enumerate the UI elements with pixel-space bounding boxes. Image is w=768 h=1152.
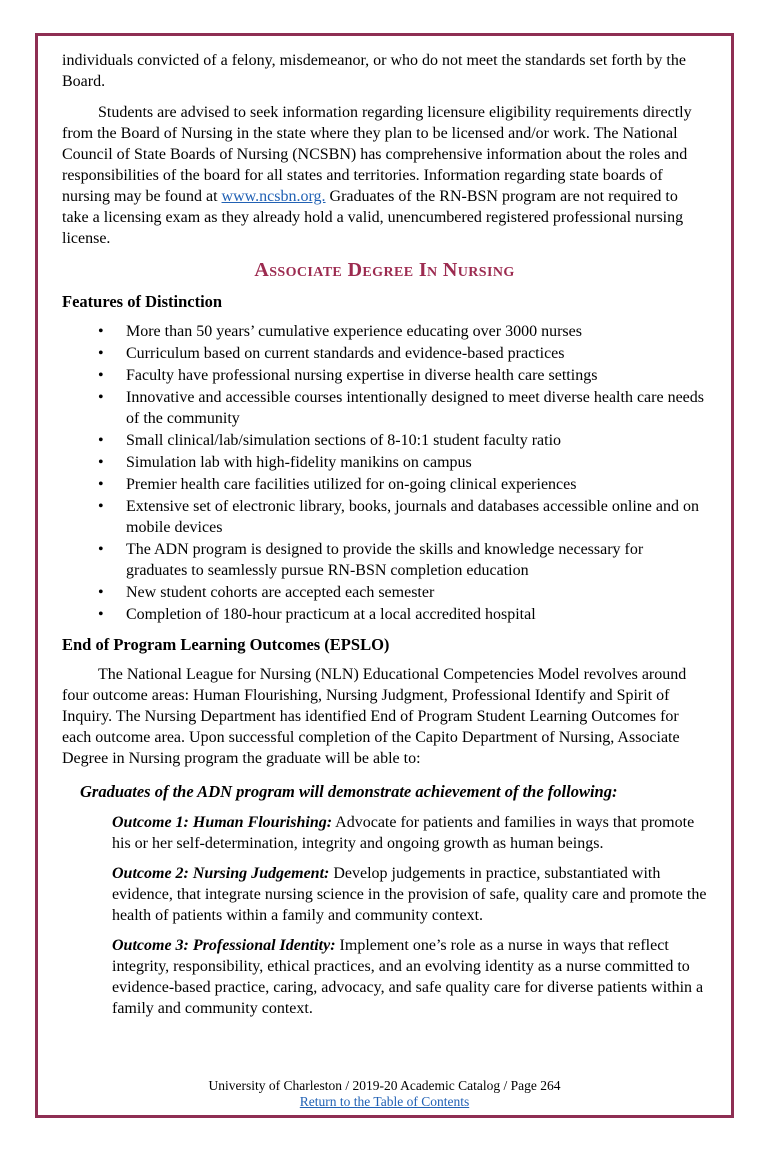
page-footer [38, 1078, 731, 1110]
outcome-3-paragraph [62, 935, 707, 1019]
paragraph-board-standards: individuals convicted of a felony, misdemeanor, or who do not meet the standards set forth by the Board. [62, 52, 686, 90]
outcome-1-label: Outcome 1: Human Flourishing: [112, 814, 333, 831]
footer-catalog-line: University of Charleston / 2019-20 Academic Catalog / Page 264 [208, 1078, 561, 1093]
feature-item: • Completion of 180-hour practicum at a local accredited hospital [62, 604, 707, 625]
feature-item: • Premier health care facilities utilized for on-going clinical experiences [62, 474, 707, 495]
feature-item: • Curriculum based on current standards and evidence-based practices [62, 343, 707, 364]
epslo-intro-paragraph: The National League for Nursing (NLN) Educational Competencies Model revolves around four outcome areas: Human Flourishing, Nursing Judgment, Professional Identify and Spirit of Inquiry. The Nursing Department has identified End of Program Student Learning Outcomes for each outcome area. Upon successful completion of the Capito Department of Nursing, Associate Degree in Nursing program the graduate will be able to: [62, 666, 687, 767]
ncsbn-link[interactable]: www.ncsbn.org. [221, 188, 326, 205]
feature-item: • New student cohorts are accepted each semester [62, 582, 707, 603]
feature-item: • Faculty have professional nursing expertise in diverse health care settings [62, 365, 707, 386]
feature-item: • Small clinical/lab/simulation sections of 8-10:1 student faculty ratio [62, 430, 707, 451]
outcome-2-label: Outcome 2: Nursing Judgement: [112, 865, 330, 882]
features-of-distinction-heading: Features of Distinction [62, 292, 223, 311]
outcome-1-text: Advocate for patients and families in ways that promote his or her self-determination, integrity and ongoing growth as human beings. [112, 814, 695, 852]
feature-item: • More than 50 years’ cumulative experience educating over 3000 nurses [62, 321, 707, 342]
features-list [62, 321, 707, 625]
outcome-1-paragraph [62, 812, 707, 854]
outcome-3-label: Outcome 3: Professional Identity: [112, 937, 336, 954]
feature-item: • Innovative and accessible courses intentionally designed to meet diverse health care needs of the community [62, 387, 707, 429]
feature-item: • The ADN program is designed to provide the skills and knowledge necessary for graduates to seamlessly pursue RN-BSN completion education [62, 539, 707, 581]
feature-item: • Simulation lab with high-fidelity manikins on campus [62, 452, 707, 473]
outcome-2-text: Develop judgements in practice, substantiated with evidence, that integrate nursing science in the provision of safe, quality care and promote the health of patients within a family and community context. [112, 865, 707, 924]
page-border-frame [35, 33, 734, 1118]
section-title-associate-degree-in-nursing: Associate Degree In Nursing [254, 259, 515, 281]
outcome-2-paragraph [62, 863, 707, 926]
feature-item: • Extensive set of electronic library, books, journals and databases accessible online and on mobile devices [62, 496, 707, 538]
paragraph-licensure-info [62, 102, 707, 249]
licensure-text-after-link: Graduates of the RN-BSN program are not required to take a licensing exam as they already hold a valid, unencumbered registered professional nursing license. [62, 188, 684, 247]
outcome-3-text: Implement one’s role as a nurse in ways that reflect integrity, responsibility, ethical practices, and an evolving identity as a nurse committed to evidence-based practice, caring, advocacy, and safe quality care for diverse patients within a family and community context. [112, 937, 704, 1017]
licensure-text-before-link: Students are advised to seek information regarding licensure eligibility requirements directly from the Board of Nursing in the state where they plan to be licensed and/or work. The National Council of State Boards of Nursing (NCSBN) has comprehensive information about the roles and responsibilities of the board for all states and territories. Information regarding state boards of nursing may be found at [62, 104, 692, 205]
page-content [38, 36, 731, 1028]
return-to-table-of-contents-link[interactable]: Return to the Table of Contents [299, 1094, 470, 1109]
adn-graduates-lead-line: Graduates of the ADN program will demonstrate achievement of the following: [80, 782, 618, 801]
epslo-heading: End of Program Learning Outcomes (EPSLO) [62, 635, 390, 654]
